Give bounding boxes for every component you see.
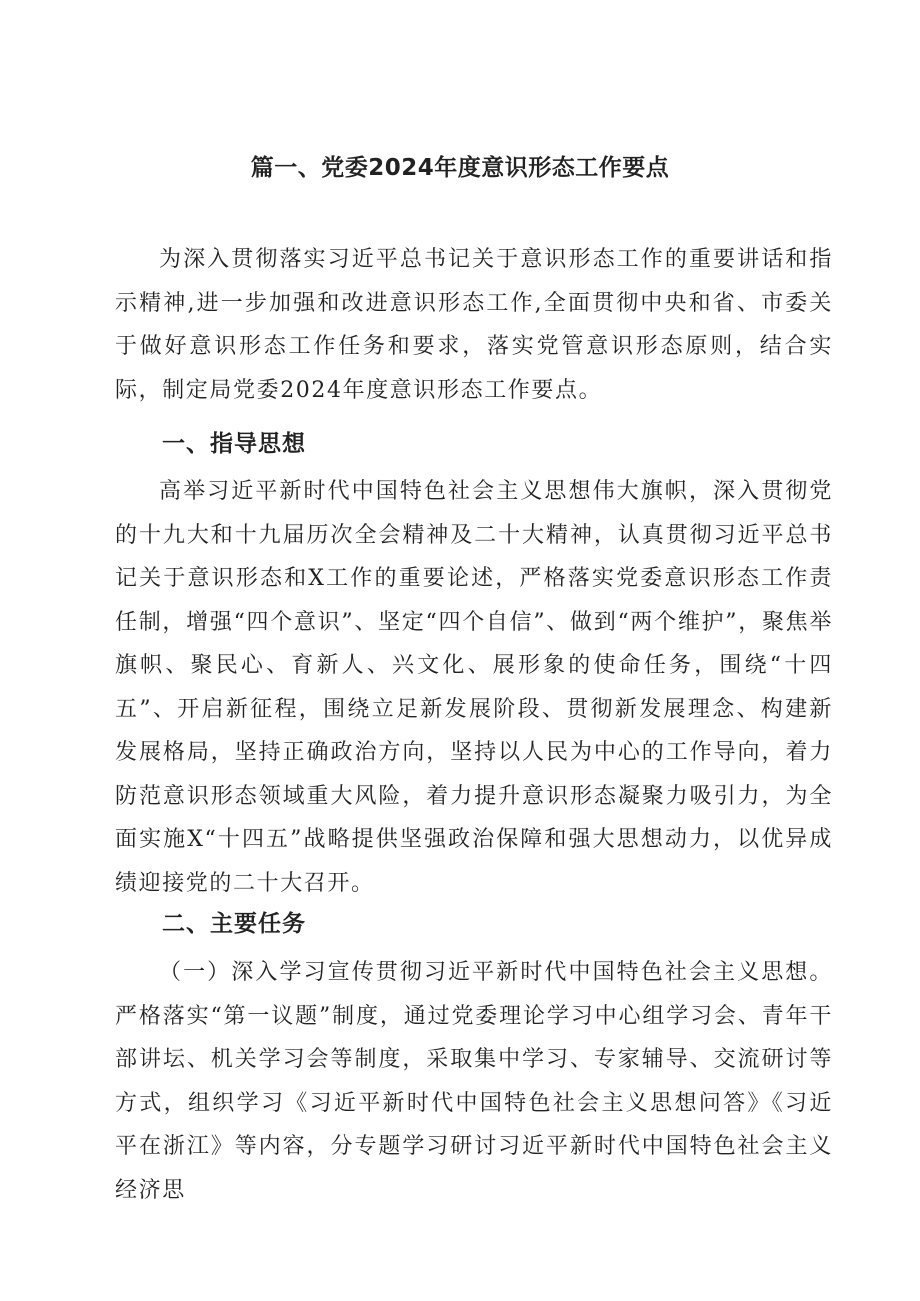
document-title: 篇一、党委2024年度意识形态工作要点 xyxy=(250,155,670,181)
section-heading-main-tasks: 二、主要任务 xyxy=(162,911,306,937)
intro-paragraph: 为深入贯彻落实习近平总书记关于意识形态工作的重要讲话和指示精神,进一步加强和改进意识形态工作,全面贯彻中央和省、市委关于做好意识形态工作任务和要求，落实党管意识形态原则，结合实际，制定局党委2024年度意识形态工作要点。 xyxy=(115,247,833,403)
section-heading-guiding-ideology: 一、指导思想 xyxy=(162,431,306,457)
section-body-guiding-ideology: 高举习近平新时代中国特色社会主义思想伟大旗帜，深入贯彻党的十九大和十九届历次全会精神及二十大精神，认真贯彻习近平总书记关于意识形态和X工作的重要论述，严格落实党委意识形态工作责任制，增强“四个意识”、坚定“四个自信”、做到“两个维护”，聚焦举旗帜、聚民心、育新人、兴文化、展形象的使命任务，围绕“十四五”、开启新征程，围绕立足新发展阶段、贯彻新发展理念、构建新发展格局，坚持正确政治方向，坚持以人民为中心的工作导向，着力防范意识形态领域重大风险，着力提升意识形态凝聚力吸引力，为全面实施X“十四五”战略提供坚强政治保障和强大思想动力，以优异成绩迎接党的二十大召开。 xyxy=(115,479,833,896)
section-body-main-tasks: （一）深入学习宣传贯彻习近平新时代中国特色社会主义思想。严格落实“第一议题”制度，通过党委理论学习中心组学习会、青年干部讲坛、机关学习会等制度，采取集中学习、专家辅导、交流研讨等方式，组织学习《习近平新时代中国特色社会主义思想问答》《习近平在浙江》等内容，分专题学习研讨习近平新时代中国特色社会主义经济思 xyxy=(115,960,833,1203)
